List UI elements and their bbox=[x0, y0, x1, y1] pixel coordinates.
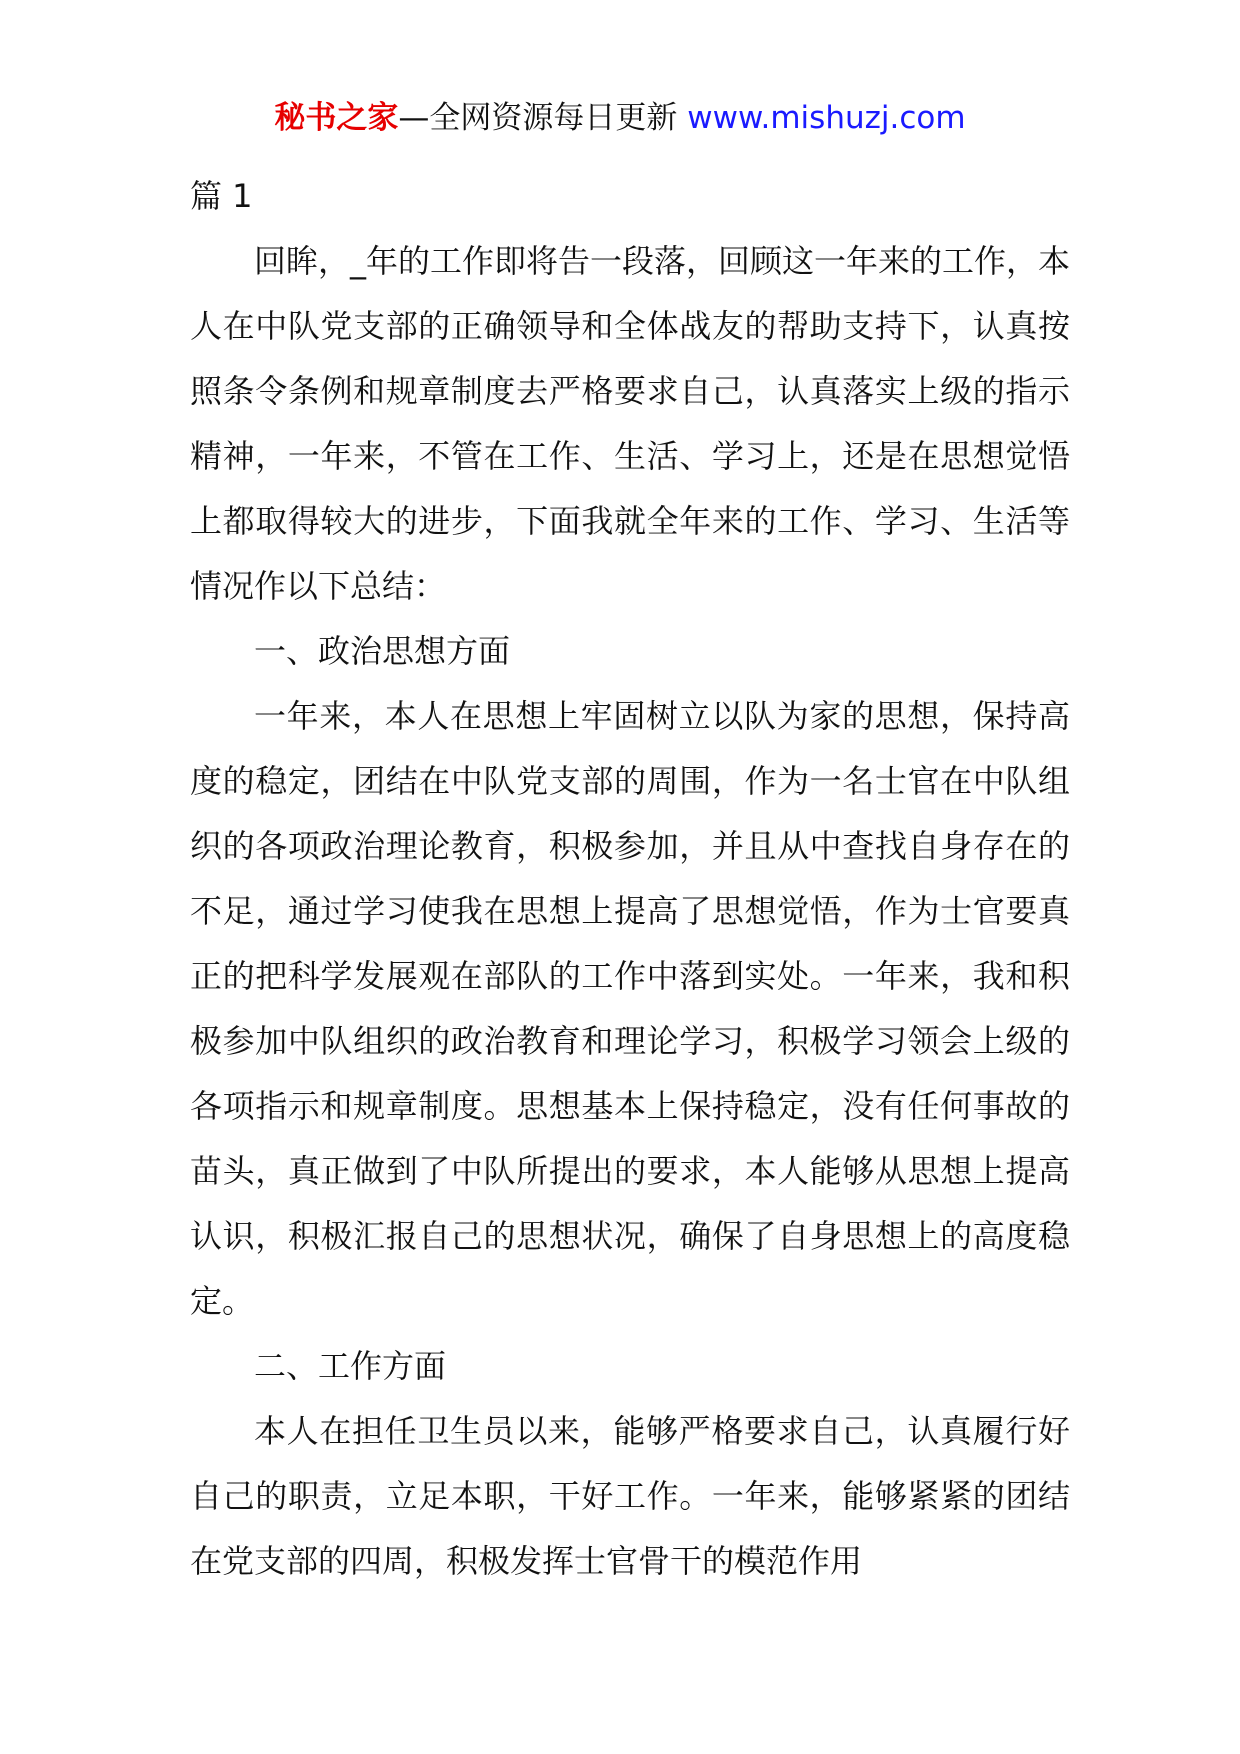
document-title: 篇 1 bbox=[190, 177, 253, 215]
site-header bbox=[0, 96, 1240, 140]
paragraph-political: 一年来，本人在思想上牢固树立以队为家的思想，保持高度的稳定，团结在中队党支部的周围，作为一名士官在中队组织的各项政治理论教育，积极参加，并且从中查找自身存在的不足，通过学习使我在思想上提高了思想觉悟，作为士官要真正的把科学发展观在部队的工作中落到实处。一年来，我和积极参加中队组织的政治教育和理论学习，积极学习领会上级的各项指示和规章制度。思想基本上保持稳定，没有任何事故的苗头，真正做到了中队所提出的要求，本人能够从思想上提高认识，积极汇报自己的思想状况，确保了自身思想上的高度稳定。 bbox=[190, 697, 1070, 1320]
paragraph-work: 本人在担任卫生员以来，能够严格要求自己，认真履行好自己的职责，立足本职，干好工作。一年来，能够紧紧的团结在党支部的四周，积极发挥士官骨干的模范作用 bbox=[190, 1412, 1070, 1580]
site-url-link[interactable]: www.mishuzj.com bbox=[687, 100, 966, 136]
paragraph-intro: 回眸，_年的工作即将告一段落，回顾这一年来的工作，本人在中队党支部的正确领导和全体战友的帮助支持下，认真按照条令条例和规章制度去严格要求自己，认真落实上级的指示精神，一年来，不管在工作、生活、学习上，还是在思想觉悟上都取得较大的进步，下面我就全年来的工作、学习、生活等情况作以下总结： bbox=[190, 242, 1071, 605]
brand-name: 秘书之家 bbox=[274, 100, 399, 136]
section-heading-political: 一、政治思想方面 bbox=[254, 632, 511, 670]
section-heading-work: 二、工作方面 bbox=[254, 1347, 447, 1385]
document-body bbox=[190, 164, 1070, 1594]
header-tagline: —全网资源每日更新 bbox=[398, 100, 678, 136]
